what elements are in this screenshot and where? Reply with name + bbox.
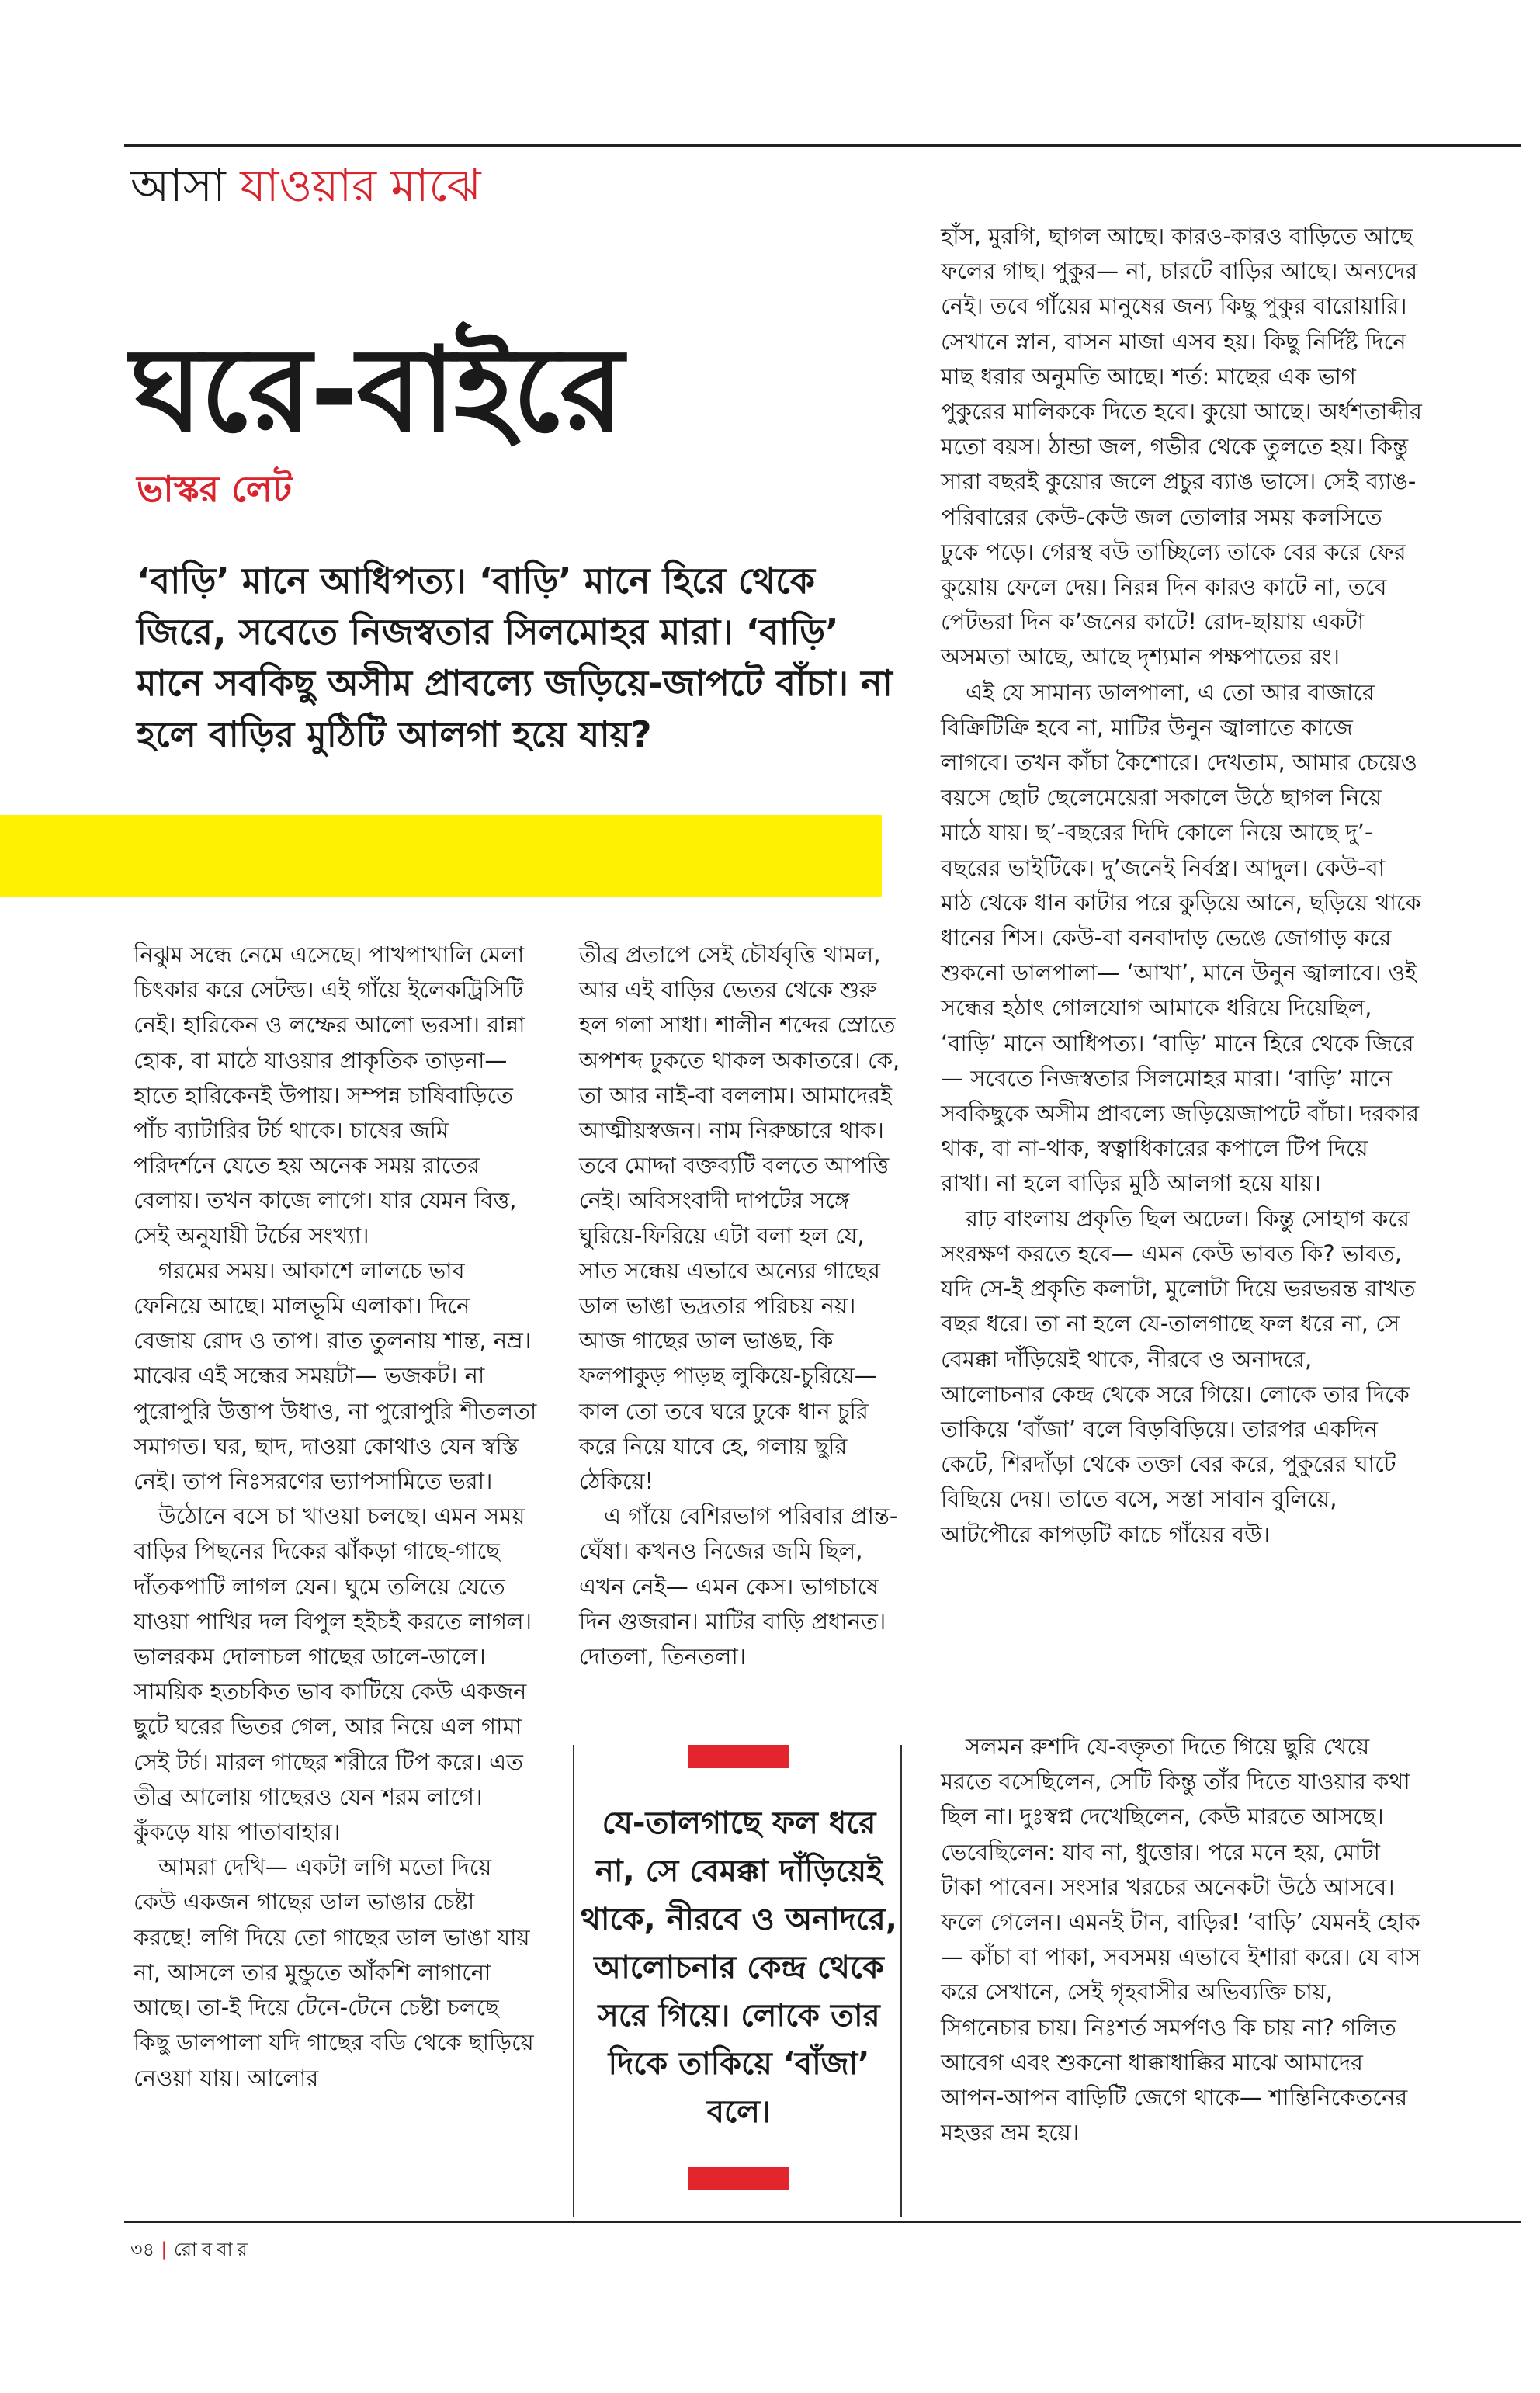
body-column-1 bbox=[134, 938, 537, 2096]
paragraph: হাঁস, মুরগি, ছাগল আছে। কারও-কারও বাড়িতে আছে ফলের গাছ। পুকুর— না, চারটে বাড়ির আছে। অন্যদের নেই। তবে গাঁয়ের মানুষের জন্য কিছু পুকুর বারোয়ারি। সেখানে স্নান, বাসন মাজা এসব হয়। কিছু নির্দিষ্ট দিনে মাছ ধরার অনুমতি আছে। শর্ত: মাছের এক ভাগ পুকুরের মালিককে দিতে হবে। কুয়ো আছে। অর্ধশতাব্দীর মতো বয়স। ঠান্ডা জল, গভীর থেকে তুলতে হয়। কিন্তু সারা বছরই কুয়োর জলে প্রচুর ব্যাঙ ভাসে। সেই ব্যাঙ-পরিবারের কেউ-কেউ জল তোলার সময় কলসিতে ঢুকে পড়ে। গেরস্থ বউ তাচ্ছিল্যে তাকে বের করে ফের কুয়োয় ফেলে দেয়। নিরন্ন দিন কারও কাটে না, তবে পেটভরা দিন ক’জনের কাটে! রোদ-ছায়ায় একটা অসমতা আছে, আছে দৃশ্যমান পক্ষপাতের রং। bbox=[941, 223, 1422, 671]
pull-quote bbox=[579, 1745, 899, 2190]
section-kicker bbox=[130, 158, 481, 213]
byline: ভাস্কর লেট bbox=[137, 468, 293, 510]
yellow-highlight-band bbox=[0, 815, 882, 897]
paragraph: নিঝুম সন্ধে নেমে এসেছে। পাখপাখালি মেলা চিৎকার করে সেটল্ড। এই গাঁয়ে ইলেকট্রিসিটি নেই। হারিকেন ও লম্ফের আলো ভরসা। রান্না হোক, বা মাঠে যাওয়ার প্রাকৃতিক তাড়না— হাতে হারিকেনই উপায়। সম্পন্ন চাষিবাড়িতে পাঁচ ব্যাটারির টর্চ থাকে। চাষের জমি পরিদর্শনে যেতে হয় অনেক সময় রাতের বেলায়। তখন কাজে লাগে। যার যেমন বিত্ত, সেই অনুযায়ী টর্চের সংখ্যা। bbox=[134, 942, 525, 1249]
body-column-3 bbox=[941, 219, 1422, 1552]
page-footer bbox=[130, 2234, 252, 2265]
paragraph: আমরা দেখি— একটা লগি মতো দিয়ে কেউ একজন গাছের ডাল ভাঙার চেষ্টা করছে! লগি দিয়ে তো গাছের ডাল ভাঙা যায় না, আসলে তার মুন্ডুতে আঁকশি লাগানো আছে। তা-ই দিয়ে টেনে-টেনে চেষ্টা চলছে কিছু ডালপালা যদি গাছের বডি থেকে ছাড়িয়ে নেওয়া যায়। আলোর bbox=[134, 1854, 534, 2091]
paragraph: রাঢ় বাংলায় প্রকৃতি ছিল অঢেল। কিন্তু সোহাগ করে সংরক্ষণ করতে হবে— এমন কেউ ভাবত কি? ভাবত, যদি সে-ই প্রকৃতি কলাটা, মুলোটা দিয়ে ভরভরন্ত রাখত বছর ধরে। তা না হলে যে-তালগাছে ফল ধরে না, সে বেমক্কা দাঁড়িয়েই থাকে, নীরবে ও অনাদরে, আলোচনার কেন্দ্র থেকে সরে গিয়ে। লোকে তার দিকে তাকিয়ে ‘বাঁজা’ বলে বিড়বিড়িয়ে। তারপর একদিন কেটে, শিরদাঁড়া থেকে তক্তা বের করে, পুকুরের ঘাটে বিছিয়ে দেয়। তাতে বসে, সস্তা সাবান বুলিয়ে, আটপৌরে কাপড়টি কাচে গাঁয়ের বউ। bbox=[941, 1205, 1416, 1548]
article-headline: ঘরে-বাইরে bbox=[130, 323, 623, 458]
paragraph: সলমন রুশদি যে-বক্তৃতা দিতে গিয়ে ছুরি খেয়ে মরতে বসেছিলেন, সেটি কিন্তু তাঁর দিতে যাওয়ার কথা ছিল না। দুঃস্বপ্ন দেখেছিলেন, কেউ মারতে আসছে। ভেবেছিলেন: যাব না, ধুত্তোর। পরে মনে হয়, মোটা টাকা পাবেন। সংসার খরচের অনেকটা উঠে আসবে। ফলে গেলেন। এমনই টান, বাড়ির! ‘বাড়ি’ যেমনই হোক— কাঁচা বা পাকা, সবসময় এভাবে ইশারা করে। যে বাস করে সেখানে, সেই গৃহবাসীর অভিব্যক্তি চায়, সিগনেচার চায়। নিঃশর্ত সমর্পণও কি চায় না? গলিত আবেগ এবং শুকনো ধাক্কাধাক্কির মাঝে আমাদের আপন-আপন বাড়িটি জেগে থাকে— শান্তিনিকেতনের মহত্তর ভ্রম হয়ে। bbox=[941, 1733, 1421, 2146]
paragraph: উঠোনে বসে চা খাওয়া চলছে। এমন সময় বাড়ির পিছনের দিকের ঝাঁকড়া গাছে-গাছে দাঁতকপাটি লাগল যেন। ঘুমে তলিয়ে যেতে যাওয়া পাখির দল বিপুল হইচই করতে লাগল। ভালরকম দোলাচল গাছের ডালে-ডালে। সাময়িক হতচকিত ভাব কাটিয়ে কেউ একজন ছুটে ঘরের ভিতর গেল, আর নিয়ে এল গামা সেই টর্চ। মারল গাছের শরীরে টিপ করে। এত তীব্র আলোয় গাছেরও যেন শরম লাগে। কুঁকড়ে যায় পাতাবাহার। bbox=[134, 1503, 532, 1846]
magazine-name: রোববার bbox=[173, 2239, 252, 2260]
top-rule bbox=[124, 144, 1521, 147]
standfirst: ‘বাড়ি’ মানে আধিপত্য। ‘বাড়ি’ মানে হিরে থেকে জিরে, সবেতে নিজস্বতার সিলমোহর মারা। ‘বাড়ি’ মানে সবকিছু অসীম প্রাবল্যে জড়িয়ে-জাপটে বাঁচা। না হলে বাড়ির মুঠিটি আলগা হয়ে যায়? bbox=[137, 560, 893, 755]
paragraph: এ গাঁয়ে বেশিরভাগ পরিবার প্রান্ত-ঘেঁষা। কখনও নিজের জমি ছিল, এখন নেই— এমন কেস। ভাগচাষে দিন গুজরান। মাটির বাড়ি প্রধানত। দোতলা, তিনতলা। bbox=[579, 1503, 898, 1670]
bottom-rule bbox=[124, 2221, 1521, 2223]
body-column-3-lower bbox=[941, 1729, 1422, 2150]
footer-separator: | bbox=[161, 2239, 168, 2260]
pullquote-top-bar bbox=[688, 1745, 789, 1768]
page-number: ৩৪ bbox=[130, 2239, 155, 2260]
pullquote-left-rule bbox=[573, 1745, 574, 2217]
kicker-part2: যাওয়ার মাঝে bbox=[240, 159, 481, 212]
kicker-part1: আসা bbox=[130, 159, 241, 212]
paragraph: গরমের সময়। আকাশে লালচে ভাব ফেনিয়ে আছে। মালভূমি এলাকা। দিনে বেজায় রোদ ও তাপ। রাত তুলনায় শান্ত, নম্র। মাঝের এই সন্ধের সময়টা— ভজকট। না পুরোপুরি উত্তাপ উধাও, না পুরোপুরি শীতলতা সমাগত। ঘর, ছাদ, দাওয়া কোথাও যেন স্বস্তি নেই। তাপ নিঃসরণের ভ্যাপসামিতে ভরা। bbox=[134, 1257, 537, 1495]
pullquote-bottom-bar bbox=[688, 2167, 789, 2190]
pullquote-right-rule bbox=[900, 1745, 902, 2217]
body-column-2 bbox=[579, 938, 905, 1674]
paragraph: এই যে সামান্য ডালপালা, এ তো আর বাজারে বিক্রিটিক্রি হবে না, মাটির উনুন জ্বালাতে কাজে লাগবে। তখন কাঁচা কৈশোরে। দেখতাম, আমার চেয়েও বয়সে ছোট ছেলেমেয়েরা সকালে উঠে ছাগল নিয়ে মাঠে যায়। ছ’-বছরের দিদি কোলে নিয়ে আছে দু’-বছরের ভাইটিকে। দু’জনেই নির্বস্ত্র। আদুল। কেউ-বা মাঠ থেকে ধান কাটার পরে কুড়িয়ে আনে, ছড়িয়ে থাকে ধানের শিস। কেউ-বা বনবাদাড় ভেঙে জোগাড় করে শুকনো ডালপালা— ‘আখা’, মানে উনুন জ্বালাবে। ওই সন্ধের হঠাৎ গোলযোগ আমাকে ধরিয়ে দিয়েছিল, ‘বাড়ি’ মানে আধিপত্য। ‘বাড়ি’ মানে হিরে থেকে জিরে— সবেতে নিজস্বতার সিলমোহর মারা। ‘বাড়ি’ মানে সবকিছুকে অসীম প্রাবল্যে জড়িয়েজাপটে বাঁচা। দরকার থাক, বা না-থাক, স্বত্বাধিকারের কপালে টিপ দিয়ে রাখা। না হলে বাড়ির মুঠি আলগা হয়ে যায়। bbox=[941, 678, 1421, 1197]
paragraph: তীব্র প্রতাপে সেই চৌর্যবৃত্তি থামল, আর এই বাড়ির ভেতর থেকে শুরু হল গলা সাধা। শালীন শব্দের স্রোতে অপশব্দ ঢুকতে থাকল অকাতরে। কে, তা আর নাই-বা বললাম। আমাদেরই আত্মীয়স্বজন। নাম নিরুচ্চারে থাক। তবে মোদ্দা বক্তব্যটি বলতে আপত্তি নেই। অবিসংবাদী দাপটের সঙ্গে ঘুরিয়ে-ফিরিয়ে এটা বলা হল যে, সাত সন্ধেয় এভাবে অন্যের গাছের ডাল ভাঙা ভদ্রতার পরিচয় নয়। আজ গাছের ডাল ভাঙছ, কি ফলপাকুড় পাড়ছ লুকিয়ে-চুরিয়ে— কাল তো তবে ঘরে ঢুকে ধান চুরি করে নিয়ে যাবে হে, গলায় ছুরি ঠেকিয়ে! bbox=[579, 942, 900, 1495]
pullquote-text: যে-তালগাছে ফল ধরে না, সে বেমক্কা দাঁড়িয়েই থাকে, নীরবে ও অনাদরে, আলোচনার কেন্দ্র থেকে সরে গিয়ে। লোকে তার দিকে তাকিয়ে ‘বাঁজা’ বলে। bbox=[580, 1805, 898, 2130]
